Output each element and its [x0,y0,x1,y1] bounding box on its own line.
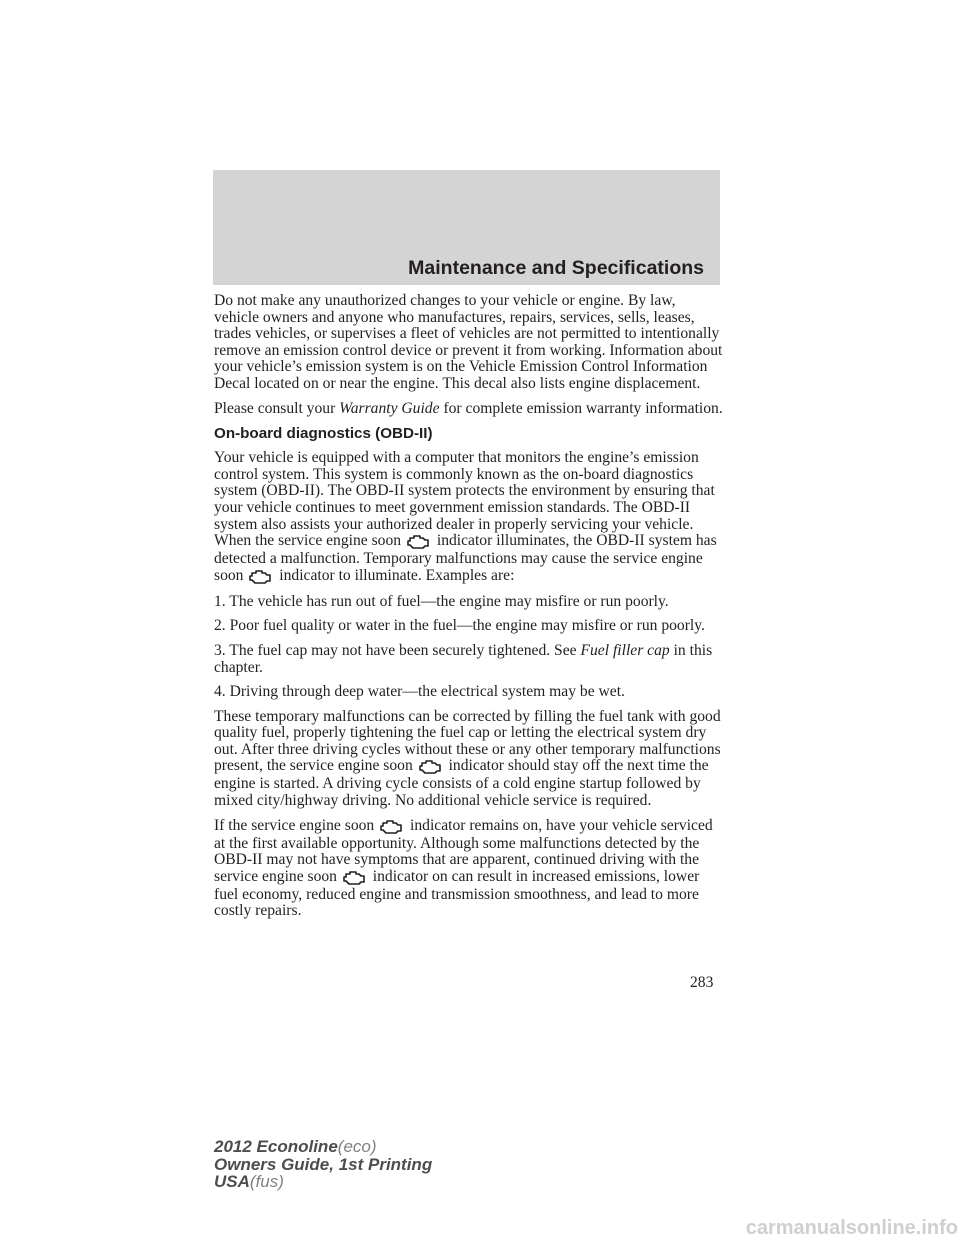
section-header-band [213,170,720,285]
check-engine-icon [248,568,272,586]
site-watermark: carmanualsonline.info [745,1217,958,1239]
paragraph-obd: Your vehicle is equipped with a computer that monitors the engine’s emission control system. This system is commonly known as the on-board diagnostics system (OBD-II). The OBD-II system protects the environment by ensuring that your vehicle continues to meet government emission standards. The OBD-II system also assists your authorized dealer in properly servicing your vehicle. When the service engine soon indicator illuminates, the OBD-II system has detected a malfunction. Temporary malfunctions may cause the service engine soon indicator to illuminate. Examples are: [214,449,717,584]
check-engine-icon [342,869,366,887]
body-text [214,293,724,928]
fuel-filler-cap-ref: Fuel filler cap [580,641,670,659]
check-engine-icon [406,533,430,551]
list-item-3: 3. The fuel cap may not have been securely tightened. See Fuel filler cap in this chapter. [214,641,713,676]
print-footer: 2012 Econoline(eco) Owners Guide, 1st Printing USA(fus) [214,1137,433,1191]
list-item-1: 1. The vehicle has run out of fuel—the engine may misfire or run poorly. [214,592,669,610]
list-item-4: 4. Driving through deep water—the electrical system may be wet. [214,683,625,701]
page-number: 283 [690,974,714,991]
check-engine-icon [418,758,442,776]
paragraph-remains-on: If the service engine soon indicator remains on, have your vehicle serviced at the first available opportunity. Although some malfunctions detected by the OBD-II may not have symptoms that are apparent, continued driving with the service engine soon indicator on can result in increased emissions, lower fuel economy, reduced engine and transmission smoothness, and lead to more costly repairs. [214,816,713,920]
warranty-guide-ref: Warranty Guide [339,399,440,417]
section-title: Maintenance and Specifications [408,257,704,279]
list-item-2: 2. Poor fuel quality or water in the fuel—the engine may misfire or run poorly. [214,617,705,635]
paragraph-tampering: Do not make any unauthorized changes to your vehicle or engine. By law, vehicle owners and anyone who manufactures, repairs, services, sells, leases, trades vehicles, or supervises a fleet of vehicles are not permitted to intentionally remove an emission control device or prevent it from working. Information about your vehicle’s emission system is on the Vehicle Emission Control Information Decal located on or near the engine. This decal also lists engine displacement. [214,292,723,392]
obd-heading: On-board diagnostics (OBD-II) [214,425,433,443]
paragraph-temporary: These temporary malfunctions can be corrected by filling the fuel tank with good quality fuel, properly tightening the fuel cap or letting the electrical system dry out. After three driving cycles without these or any other temporary malfunctions present, the service engine soon indicator should stay off the next time the engine is started. A driving cycle consists of a cold engine startup followed by mixed city/highway driving. No additional vehicle service is required. [214,707,721,810]
paragraph-warranty: Please consult your Warranty Guide for complete emission warranty information. [214,399,723,417]
check-engine-icon [379,818,403,836]
